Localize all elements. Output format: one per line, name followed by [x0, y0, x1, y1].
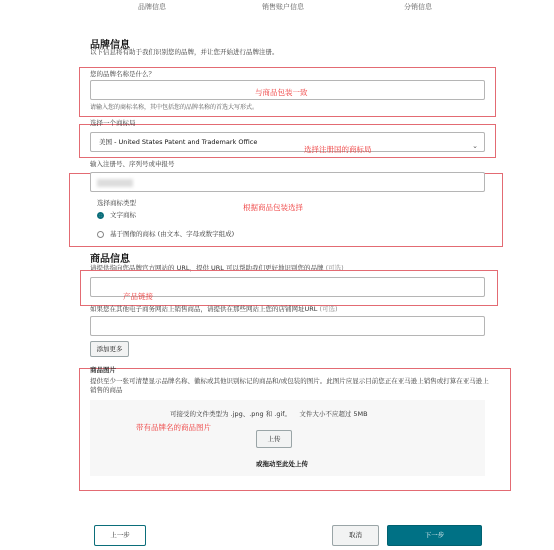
file-types-text: 可接受的文件类型为 .jpg、.png 和 .gif。: [170, 410, 292, 418]
tab-distribution-info[interactable]: 分销信息: [404, 3, 432, 11]
back-button[interactable]: 上一步: [94, 525, 146, 546]
radio-unselected-icon[interactable]: [97, 231, 104, 238]
trademark-office-label: 选择一个商标局: [90, 119, 136, 127]
type-option-image[interactable]: [97, 230, 234, 239]
website-url-optional: (可选): [325, 264, 344, 272]
product-images-title: 商品图片: [90, 366, 116, 374]
brand-intro: 以下信息将有助于我们识别您的品牌，并让您开始进行品牌注册。: [90, 48, 279, 56]
trademark-type-label: 选择商标类型: [97, 199, 136, 207]
trademark-office-select[interactable]: [90, 132, 485, 152]
other-store-url-optional: (可选): [319, 305, 338, 313]
other-store-url-label: [90, 305, 338, 314]
drag-hint: 或拖动至此处上传: [256, 460, 308, 468]
annotation-url: 产品链接: [123, 292, 153, 301]
trademark-office-value: 美国 - United States Patent and Trademark Office: [99, 138, 258, 146]
progress-tabs: [0, 0, 554, 14]
chevron-down-icon: ⌄: [472, 142, 478, 150]
file-size-text: 文件大小不应超过 5MB: [299, 410, 368, 418]
cancel-button[interactable]: 取消: [332, 525, 379, 546]
upload-button[interactable]: 上传: [256, 430, 292, 448]
image-dropzone[interactable]: [90, 400, 485, 476]
other-store-url-label-text: 如果您在其他电子商务网站上销售商品，请提供在那些网站上您的店铺网址URL: [90, 305, 318, 313]
type-option-word[interactable]: [97, 211, 136, 220]
file-requirements: [170, 409, 368, 418]
brand-name-label: 您的品牌名称是什么？: [90, 70, 155, 78]
next-button[interactable]: 下一步: [387, 525, 482, 546]
redacted-value: [97, 179, 133, 187]
brand-name-hint: 请输入您的商标名称，其中包括您的品牌名称的首选大写形式。: [90, 104, 259, 111]
product-images-description: 提供至少一张可清楚显示品牌名称、徽标或其他识别标记的商品和/或包装的图片。此图片应显示目前您正在亚马逊上销售或打算在亚马逊上销售的商品: [90, 377, 489, 394]
annotation-type: 根据商品包装选择: [243, 203, 303, 212]
registration-number-input[interactable]: [90, 172, 485, 192]
type-option-word-label: 文字商标: [110, 211, 136, 219]
type-option-image-label: 基于图像的商标 (由文本、字母或数字组成): [110, 230, 235, 238]
website-url-label-text: 请提供指向您品牌官方网站的 URL，提供 URL 可以帮助我们更好地识别您的品牌: [90, 264, 324, 272]
brand-section-title: 品牌信息: [90, 40, 130, 51]
product-section-title: 商品信息: [90, 254, 130, 265]
radio-selected-icon[interactable]: [97, 212, 104, 219]
annotation-images: 带有品牌名的商品图片: [136, 423, 211, 432]
annotation-name: 与商品包装一致: [255, 88, 308, 97]
annotation-trademark: 选择注册国的商标局: [304, 145, 372, 154]
other-store-url-input[interactable]: [90, 316, 485, 336]
tab-seller-account-info[interactable]: 销售账户信息: [262, 3, 304, 11]
registration-number-label: 输入注册号、序列号或申报号: [90, 160, 175, 168]
add-more-button[interactable]: 添加更多: [90, 341, 129, 357]
tab-brand-info[interactable]: 品牌信息: [138, 3, 166, 11]
